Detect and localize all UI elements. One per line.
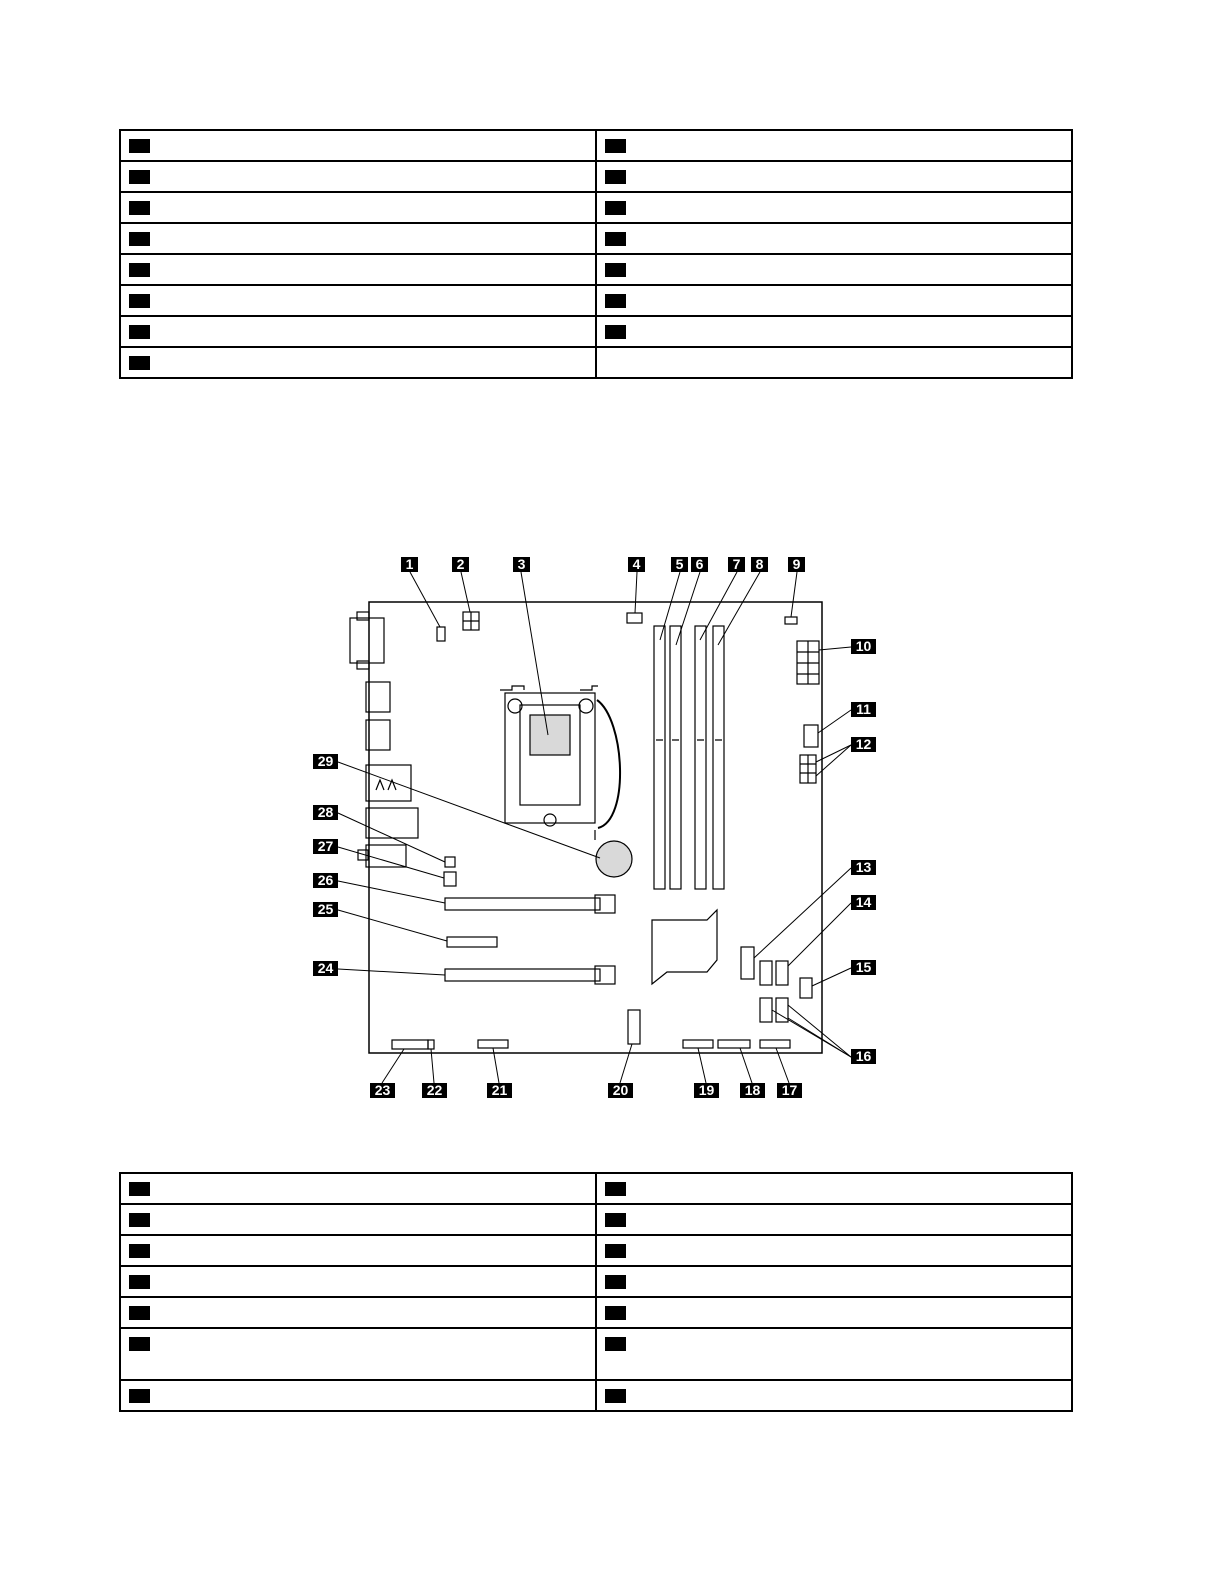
callout-label-3: 3: [517, 556, 526, 572]
pcie-x16-slot-1: [445, 898, 600, 910]
callout-label-10: 10: [855, 638, 872, 654]
callout-badge: [129, 1182, 150, 1196]
callout-label-9: 9: [792, 556, 801, 572]
leader-16b: [788, 1005, 851, 1057]
serial-port: [350, 618, 384, 663]
connector-15: [800, 978, 812, 998]
leader-9: [791, 572, 797, 617]
leader-14: [788, 903, 851, 966]
callout-badge: [605, 1213, 626, 1227]
table-cell: [596, 1266, 1072, 1297]
header-27: [444, 872, 456, 886]
leader-28: [338, 813, 445, 862]
sata-port: [760, 961, 772, 985]
port-screw: [357, 612, 369, 620]
dimm-slot-1: [654, 626, 665, 889]
callout-label-1: 1: [405, 556, 414, 572]
table-row: [120, 1328, 1072, 1380]
header-1: [437, 627, 445, 641]
fan-header: [627, 613, 642, 623]
leader-7: [700, 572, 737, 640]
table-row: [120, 1173, 1072, 1204]
callout-label-26: 26: [317, 872, 334, 888]
connector-grid: [797, 641, 819, 684]
callout-badge: [605, 1306, 626, 1320]
callout-badge: [605, 1337, 626, 1351]
leader-6: [676, 572, 700, 645]
cpu-socket: [500, 686, 620, 840]
header-19: [683, 1040, 713, 1048]
header-18: [718, 1040, 750, 1048]
table-cell: [120, 1266, 596, 1297]
callout-label-18: 18: [744, 1082, 761, 1098]
table-row: [120, 1266, 1072, 1297]
table-row: [120, 1380, 1072, 1411]
leader-10: [819, 647, 851, 650]
callout-badge: [129, 1244, 150, 1258]
table-cell: [596, 1173, 1072, 1204]
header-28: [445, 857, 455, 867]
callout-label-25: 25: [317, 901, 334, 917]
callout-label-19: 19: [698, 1082, 715, 1098]
header-21: [478, 1040, 508, 1048]
callout-label-24: 24: [317, 960, 334, 976]
leader-23: [382, 1049, 404, 1083]
callout-labels: [313, 556, 876, 1098]
header-17: [760, 1040, 790, 1048]
cpu-chip: [530, 715, 570, 755]
leader-29: [338, 762, 600, 858]
memory-slots: [654, 626, 724, 889]
table-cell: [120, 1204, 596, 1235]
callout-badge: [129, 1213, 150, 1227]
callout-label-2: 2: [456, 556, 465, 572]
connector-20: [628, 1010, 640, 1044]
callout-label-12: 12: [855, 736, 872, 752]
board-outline: [369, 602, 822, 1053]
callout-label-4: 4: [632, 556, 641, 572]
leader-20: [620, 1044, 632, 1083]
connector-11: [804, 725, 818, 747]
callout-badge: [605, 1244, 626, 1258]
leader-4: [635, 572, 637, 613]
table-cell: [120, 1380, 596, 1411]
callout-label-8: 8: [755, 556, 764, 572]
header-23: [392, 1040, 428, 1049]
leader-3: [521, 572, 548, 735]
leader-1: [410, 572, 440, 627]
table-row: [120, 1235, 1072, 1266]
callout-label-21: 21: [491, 1082, 508, 1098]
callout-badge: [605, 1182, 626, 1196]
rear-io-ports: [350, 612, 418, 867]
callout-label-14: 14: [855, 894, 872, 910]
mount-hole: [544, 814, 556, 826]
table-cell: [120, 1328, 596, 1380]
callout-label-23: 23: [374, 1082, 391, 1098]
audio-port: [366, 845, 406, 867]
table-cell: [596, 1204, 1072, 1235]
leader-8: [718, 572, 760, 645]
table-cell: [120, 1235, 596, 1266]
leader-11: [818, 710, 851, 733]
callout-label-16: 16: [855, 1048, 872, 1064]
bottom-legend-table: [119, 1172, 1073, 1412]
retention-wire: [597, 700, 620, 828]
leader-16c: [788, 1018, 851, 1057]
callout-badge: [129, 1337, 150, 1351]
ethernet-usb-port: [366, 808, 418, 838]
leader-13: [754, 868, 851, 958]
callout-label-17: 17: [781, 1082, 798, 1098]
table-cell: [120, 1297, 596, 1328]
leader-24: [338, 969, 445, 975]
callout-label-20: 20: [612, 1082, 629, 1098]
callout-label-5: 5: [675, 556, 684, 572]
leader-lines: [338, 572, 851, 1083]
callout-badge: [129, 1306, 150, 1320]
leader-22: [431, 1049, 434, 1083]
table-cell: [596, 1328, 1072, 1380]
callout-label-13: 13: [855, 859, 872, 875]
callout-label-22: 22: [426, 1082, 443, 1098]
table-row: [120, 1297, 1072, 1328]
callout-label-7: 7: [732, 556, 741, 572]
pcie-x1-slot: [447, 937, 497, 947]
callout-label-29: 29: [317, 753, 334, 769]
dimm-slot-3: [695, 626, 706, 889]
coin-battery: [596, 841, 632, 877]
callout-label-6: 6: [695, 556, 704, 572]
sata-port: [776, 961, 788, 985]
connector-grid: [463, 612, 479, 630]
connector-grid: [800, 755, 816, 783]
leader-15: [812, 968, 851, 986]
connector-13: [741, 947, 754, 979]
leader-26: [338, 881, 445, 903]
callout-badge: [605, 1275, 626, 1289]
callout-label-15: 15: [855, 959, 872, 975]
pcie-x16-slot-2: [445, 969, 600, 981]
dimm-slot-2: [670, 626, 681, 889]
header-22: [428, 1040, 434, 1049]
usb-mark: [376, 780, 396, 790]
leader-2: [461, 572, 470, 612]
callout-label-11: 11: [856, 701, 871, 717]
port-screw: [357, 661, 369, 669]
callout-badge: [129, 1275, 150, 1289]
fan-header: [785, 617, 797, 624]
chipset-heatsink: [652, 910, 717, 984]
table-cell: [596, 1380, 1072, 1411]
callout-label-27: 27: [317, 838, 334, 854]
table-cell: [596, 1235, 1072, 1266]
leader-27: [338, 847, 444, 878]
leader-25: [338, 910, 447, 941]
table-cell: [596, 1297, 1072, 1328]
callout-badge: [605, 1389, 626, 1403]
table-row: [120, 1204, 1072, 1235]
table-cell: [120, 1173, 596, 1204]
usb-port: [366, 765, 411, 801]
sata-port: [760, 998, 772, 1022]
socket-lever: [500, 686, 598, 690]
mount-hole: [579, 699, 593, 713]
dimm-slot-4: [713, 626, 724, 889]
callout-label-28: 28: [317, 804, 334, 820]
callout-badge: [129, 1389, 150, 1403]
